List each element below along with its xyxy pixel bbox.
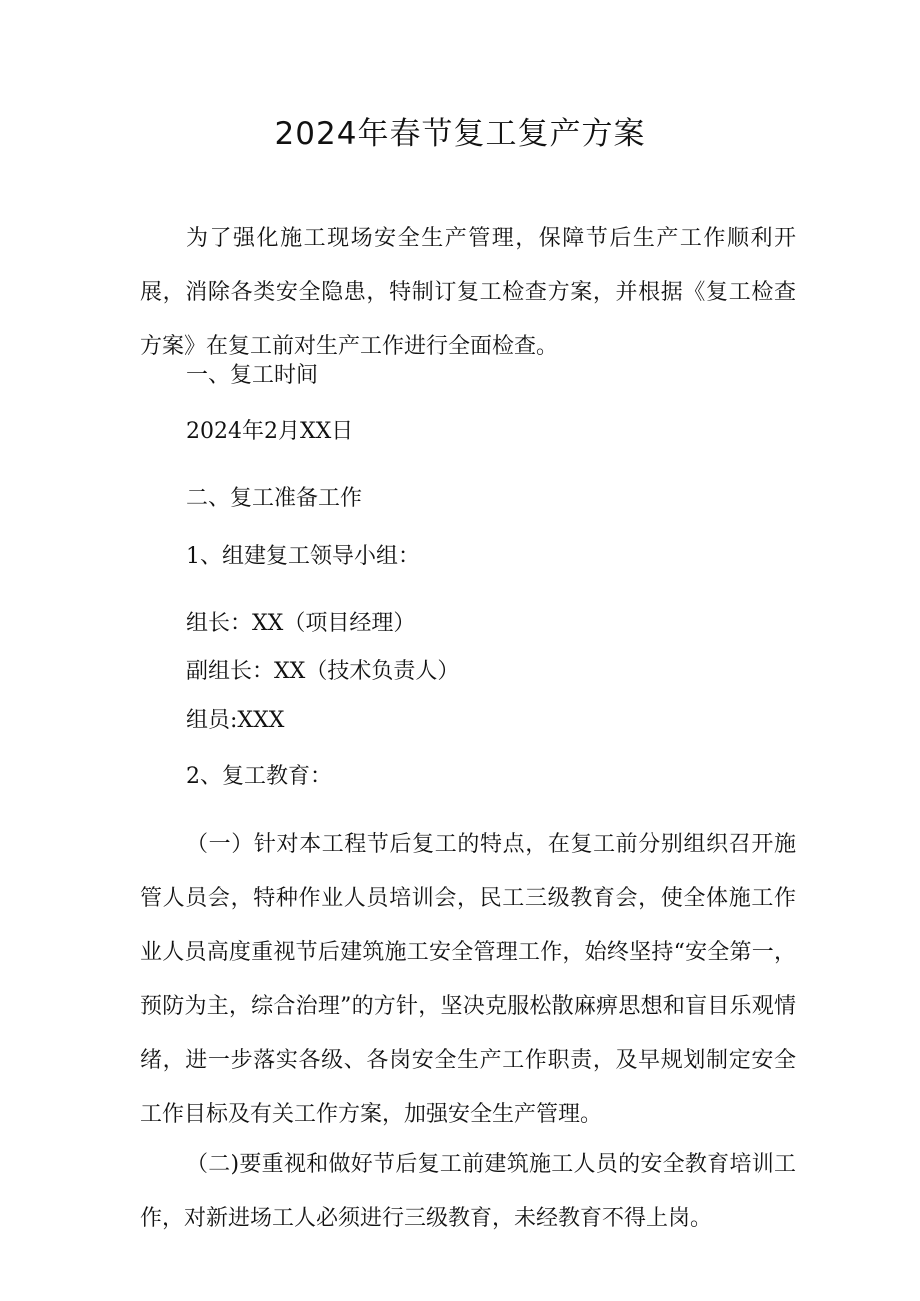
deputy-leader-line: 副组长：XX（技术负责人） [186, 659, 460, 684]
education-paragraph-1: （一）针对本工程节后复工的特点，在复工前分别组织召开施管人员会，特种作业人员培训会，民工三级教育会，使全体施工作业人员高度重视节后建筑施工安全管理工作，始终坚持“安全第一，预防为主，综合治理”的方针，坚决克服松散麻痹思想和盲目乐观情绪，进一步落实各级、各岗安全生产工作职责，及早规划制定安全工作目标及有关工作方案，加强安全生产管理。 [140, 832, 796, 1127]
members-line: 组员:XXX [186, 708, 285, 733]
section-2-heading: 二、复工准备工作 [186, 486, 363, 511]
document-title: 2024年春节复工复产方案 [274, 116, 646, 152]
education-paragraph-2: （二)要重视和做好节后复工前建筑施工人员的安全教育培训工作，对新进场工人必须进行三级教育，未经教育不得上岗。 [140, 1152, 796, 1231]
leader-line: 组长：XX（项目经理） [186, 611, 416, 636]
section-1-heading: 一、复工时间 [186, 363, 319, 388]
item-1-heading: 1、组建复工领导小组： [186, 544, 420, 569]
intro-paragraph: 为了强化施工现场安全生产管理，保障节后生产工作顺利开展，消除各类安全隐患，特制订复工检查方案，并根据《复工检查方案》在复工前对生产工作进行全面检查。 [140, 226, 796, 359]
return-date: 2024年2月XX日 [186, 419, 354, 444]
item-2-heading: 2、复工教育： [186, 764, 332, 789]
